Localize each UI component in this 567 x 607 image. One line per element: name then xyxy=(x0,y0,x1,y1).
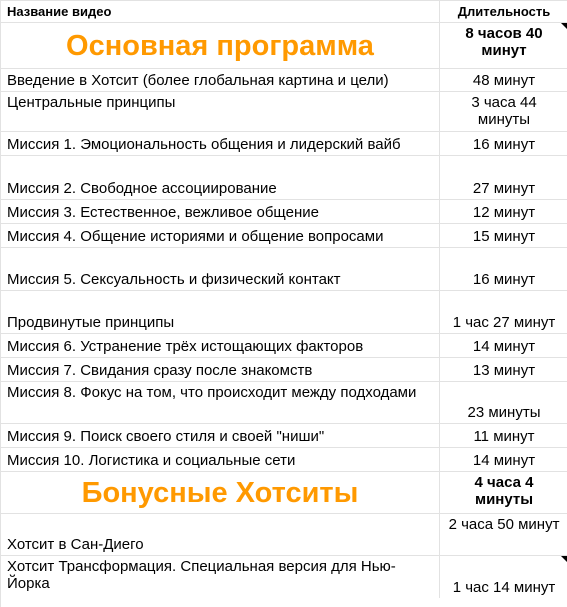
video-title: Миссия 4. Общение историями и общение вопросами xyxy=(7,228,384,245)
video-duration: 13 минут xyxy=(472,362,536,379)
video-title: Продвинутые принципы xyxy=(7,314,175,331)
video-title: Миссия 9. Поиск своего стиля и своей "ниши" xyxy=(7,428,325,445)
video-duration: 27 минут xyxy=(472,180,536,197)
section-title: Бонусные Хотситы xyxy=(81,476,359,509)
video-title: Миссия 8. Фокус на том, что происходит между подходами xyxy=(7,384,417,401)
video-duration: 1 час 27 минут xyxy=(452,314,556,331)
video-title-cell[interactable] xyxy=(1,382,440,423)
header-duration-label: Длительность xyxy=(457,4,551,19)
video-duration-cell[interactable] xyxy=(440,556,567,598)
video-duration: 16 минут xyxy=(472,271,536,288)
comment-marker-icon xyxy=(561,556,567,563)
video-title: Миссия 2. Свободное ассоциирование xyxy=(7,180,277,197)
video-title-cell[interactable] xyxy=(1,92,440,131)
video-title: Центральные принципы xyxy=(7,94,176,111)
video-title: Миссия 5. Сексуальность и физический контакт xyxy=(7,271,341,288)
table-row xyxy=(1,92,567,132)
video-duration: 15 минут xyxy=(472,228,536,245)
table-row xyxy=(1,448,567,472)
video-duration: 1 час 14 минут xyxy=(452,579,556,596)
table-row xyxy=(1,156,567,200)
table-row xyxy=(1,424,567,448)
table-row xyxy=(1,358,567,382)
video-duration-cell[interactable] xyxy=(440,200,567,223)
video-title-cell[interactable] xyxy=(1,69,440,91)
section-title-cell[interactable] xyxy=(1,23,440,68)
video-duration: 14 минут xyxy=(472,338,536,355)
video-title: Миссия 1. Эмоциональность общения и лидерский вайб xyxy=(7,136,401,153)
video-duration-cell[interactable] xyxy=(440,224,567,247)
video-title-cell[interactable] xyxy=(1,424,440,447)
table-row xyxy=(1,132,567,156)
video-duration-cell[interactable] xyxy=(440,69,567,91)
video-title-cell[interactable] xyxy=(1,248,440,290)
video-duration-cell[interactable] xyxy=(440,382,567,423)
video-duration: 3 часа 44 минуты xyxy=(471,94,537,128)
section-total: 4 часа 4 минуты xyxy=(474,474,534,508)
header-row xyxy=(1,1,567,23)
section-row-main xyxy=(1,23,567,69)
video-duration: 14 минут xyxy=(472,452,536,469)
section-total-cell[interactable] xyxy=(440,23,567,68)
section-row-bonus xyxy=(1,472,567,514)
comment-marker-icon xyxy=(561,23,567,30)
video-title-cell[interactable] xyxy=(1,334,440,357)
table-row xyxy=(1,514,567,556)
video-duration-cell[interactable] xyxy=(440,291,567,333)
video-duration: 48 минут xyxy=(472,72,536,89)
video-title-cell[interactable] xyxy=(1,291,440,333)
video-duration-cell[interactable] xyxy=(440,448,567,471)
video-title: Хотсит в Сан-Диего xyxy=(7,536,144,553)
section-total-cell[interactable] xyxy=(440,472,567,513)
video-duration-cell[interactable] xyxy=(440,358,567,381)
table-row xyxy=(1,200,567,224)
table-row xyxy=(1,382,567,424)
video-title: Миссия 7. Свидания сразу после знакомств xyxy=(7,362,313,379)
video-title-cell[interactable] xyxy=(1,448,440,471)
video-title: Введение в Хотсит (более глобальная картина и цели) xyxy=(7,72,389,89)
table-row xyxy=(1,556,567,598)
video-duration-cell[interactable] xyxy=(440,334,567,357)
video-duration: 16 минут xyxy=(472,136,536,153)
video-duration-cell[interactable] xyxy=(440,248,567,290)
video-title-cell[interactable] xyxy=(1,514,440,555)
video-title: Миссия 3. Естественное, вежливое общение xyxy=(7,204,319,221)
video-title-cell[interactable] xyxy=(1,200,440,223)
video-duration-cell[interactable] xyxy=(440,132,567,155)
video-duration: 11 минут xyxy=(473,428,535,445)
table-row xyxy=(1,69,567,92)
header-cell-duration[interactable] xyxy=(440,1,567,22)
video-title-cell[interactable] xyxy=(1,132,440,155)
video-duration: 2 часа 50 минут xyxy=(448,516,560,533)
header-cell-title[interactable] xyxy=(1,1,440,22)
video-duration-cell[interactable] xyxy=(440,92,567,131)
video-title: Миссия 6. Устранение трёх истощающих факторов xyxy=(7,338,364,355)
section-title: Основная программа xyxy=(66,29,374,62)
video-duration-cell[interactable] xyxy=(440,514,567,555)
video-duration: 23 минуты xyxy=(467,404,541,421)
section-total: 8 часов 40 минут xyxy=(465,25,543,59)
section-title-cell[interactable] xyxy=(1,472,440,513)
video-title: Миссия 10. Логистика и социальные сети xyxy=(7,452,296,469)
video-duration-cell[interactable] xyxy=(440,156,567,199)
video-duration: 12 минут xyxy=(472,204,536,221)
video-title-cell[interactable] xyxy=(1,156,440,199)
video-duration-cell[interactable] xyxy=(440,424,567,447)
header-title-label: Название видео xyxy=(7,4,112,19)
table-row xyxy=(1,248,567,291)
table-row xyxy=(1,334,567,358)
video-title-cell[interactable] xyxy=(1,556,440,598)
video-title: Хотсит Трансформация. Специальная версия для Нью-Йорка xyxy=(7,558,396,592)
table-row xyxy=(1,291,567,334)
video-title-cell[interactable] xyxy=(1,358,440,381)
video-title-cell[interactable] xyxy=(1,224,440,247)
table-row xyxy=(1,224,567,248)
